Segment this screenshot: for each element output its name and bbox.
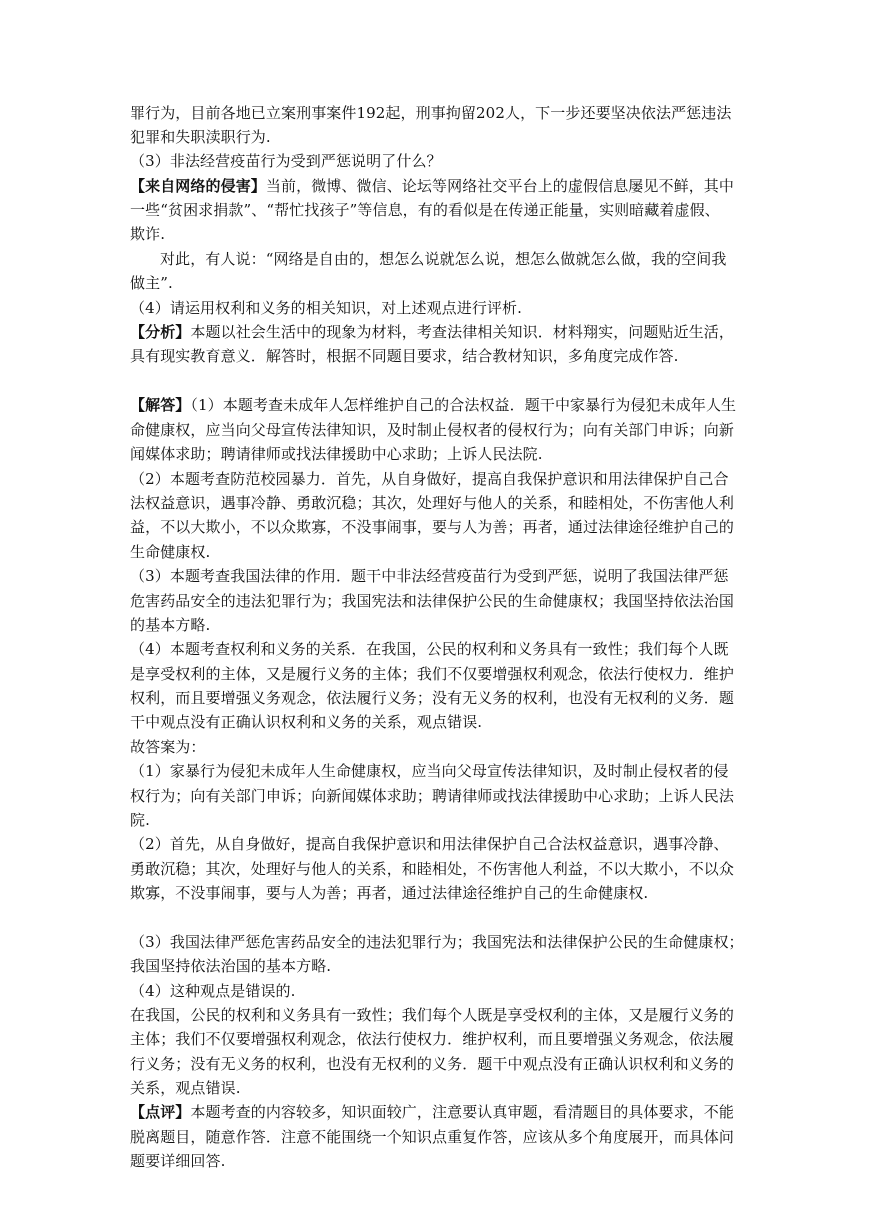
text-line: 对此，有人说：“网络是自由的，想怎么说就怎么说，想怎么做就怎么做，我的空间我	[160, 250, 727, 268]
text-line: 的基本方略.	[130, 616, 211, 634]
answer-heading: 故答案为：	[130, 738, 206, 756]
text-line: 做主”.	[130, 274, 173, 292]
network-tag: 【来自网络的侵害】	[130, 177, 266, 195]
text-line: 生命健康权.	[130, 543, 211, 561]
text-line: 干中观点没有正确认识权利和义务的关系，观点错误.	[130, 713, 483, 731]
text-line: 益，不以大欺小，不以众欺寡，不没事闹事，要与人为善；再者，通过法律途径维护自己的	[130, 518, 735, 536]
text-line: （2）本题考查防范校园暴力．首先，从自身做好，提高自我保护意识和用法律保护自己合	[130, 470, 729, 488]
answer-paragraph: 【解答】（1）本题考查未成年人怎样维护自己的合法权益．题干中家暴行为侵犯未成年人生	[130, 396, 737, 414]
text-line: （2）首先，从自身做好，提高自我保护意识和用法律保护自己合法权益意识，遇事冷静、	[130, 835, 729, 853]
text-line: 权利，而且要增强义务观念，依法履行义务；没有无义务的权利，也没有无权利的义务．题	[130, 689, 735, 707]
comment-paragraph: 【点评】本题考查的内容较多，知识面较广，注意要认真审题，看清题目的具体要求，不能	[130, 1103, 735, 1121]
text-line: 是享受权利的主体，又是履行义务的主体；我们不仅要增强权利观念，依法行使权力．维护	[130, 665, 735, 683]
answer-tag: 【解答】	[130, 396, 191, 414]
text-line: （4）这种观点是错误的.	[130, 982, 296, 1000]
text-line: 勇敢沉稳；其次，处理好与他人的关系，和睦相处，不伤害他人利益，不以大欺小，不以众	[130, 860, 735, 878]
text-line: （3）我国法律严惩危害药品安全的违法犯罪行为；我国宪法和法律保护公民的生命健康权；	[130, 933, 744, 951]
text-line: 关系，观点错误.	[130, 1079, 241, 1097]
text-line: 脱离题目，随意作答．注意不能围绕一个知识点重复作答，应该从多个角度展开，而具体问	[130, 1128, 735, 1146]
text-line: 欺诈.	[130, 225, 166, 243]
network-paragraph: 【来自网络的侵害】当前，微博、微信、论坛等网络社交平台上的虚假信息屡见不鲜，其中	[130, 177, 735, 195]
text-line: （3）本题考查我国法律的作用．题干中非法经营疫苗行为受到严惩，说明了我国法律严惩	[130, 567, 729, 585]
text-line: 法权益意识，遇事冷静、勇敢沉稳；其次，处理好与他人的关系，和睦相处，不伤害他人利	[130, 494, 735, 512]
question-4: （4）请运用权利和义务的相关知识，对上述观点进行评析.	[130, 299, 523, 317]
text-line: 一些“贫困求捐款”、“帮忙找孩子”等信息，有的看似是在传递正能量，实则暗藏着虚假、	[130, 201, 720, 219]
question-3: （3）非法经营疫苗行为受到严惩说明了什么？	[130, 152, 442, 170]
analysis-paragraph: 【分析】本题以社会生活中的现象为材料，考查法律相关知识．材料翔实，问题贴近生活，	[130, 323, 735, 341]
text-line: 我国坚持依法治国的基本方略.	[130, 957, 332, 975]
text-line: 院.	[130, 811, 150, 829]
text-line: 具有现实教育意义．解答时，根据不同题目要求，结合教材知识，多角度完成作答.	[130, 347, 679, 365]
text-line: 权行为；向有关部门申诉；向新闻媒体求助；聘请律师或找法律援助中心求助；上诉人民法	[130, 787, 735, 805]
analysis-tag: 【分析】	[130, 323, 191, 341]
text-line: （4）本题考查权利和义务的关系．在我国，公民的权利和义务具有一致性；我们每个人既	[130, 640, 729, 658]
text-line: 罪行为，目前各地已立案刑事案件192起，刑事拘留202人，下一步还要坚决依法严惩违法	[130, 104, 732, 122]
text-line: 犯罪和失职渎职行为.	[130, 128, 271, 146]
comment-tag: 【点评】	[130, 1103, 191, 1121]
text-line: 主体；我们不仅要增强权利观念，依法行使权力．维护权利，而且要增强义务观念，依法履	[130, 1030, 735, 1048]
text-line: 欺寡，不没事闹事，要与人为善；再者，通过法律途径维护自己的生命健康权.	[130, 884, 649, 902]
text-line: 危害药品安全的违法犯罪行为；我国宪法和法律保护公民的生命健康权；我国坚持依法治国	[130, 592, 735, 610]
text-line: 行义务；没有无义务的权利，也没有无权利的义务．题干中观点没有正确认识权利和义务的	[130, 1055, 735, 1073]
text-line: 命健康权，应当向父母宣传法律知识，及时制止侵权者的侵权行为；向有关部门申诉；向新	[130, 421, 735, 439]
text-line: 题要详细回答.	[130, 1152, 226, 1170]
text-line: 在我国，公民的权利和义务具有一致性；我们每个人既是享受权利的主体，又是履行义务的	[130, 1006, 735, 1024]
text-line: 闻媒体求助；聘请律师或找法律援助中心求助；上诉人民法院.	[130, 445, 543, 463]
text-line: （1）家暴行为侵犯未成年人生命健康权，应当向父母宣传法律知识，及时制止侵权者的侵	[130, 762, 729, 780]
